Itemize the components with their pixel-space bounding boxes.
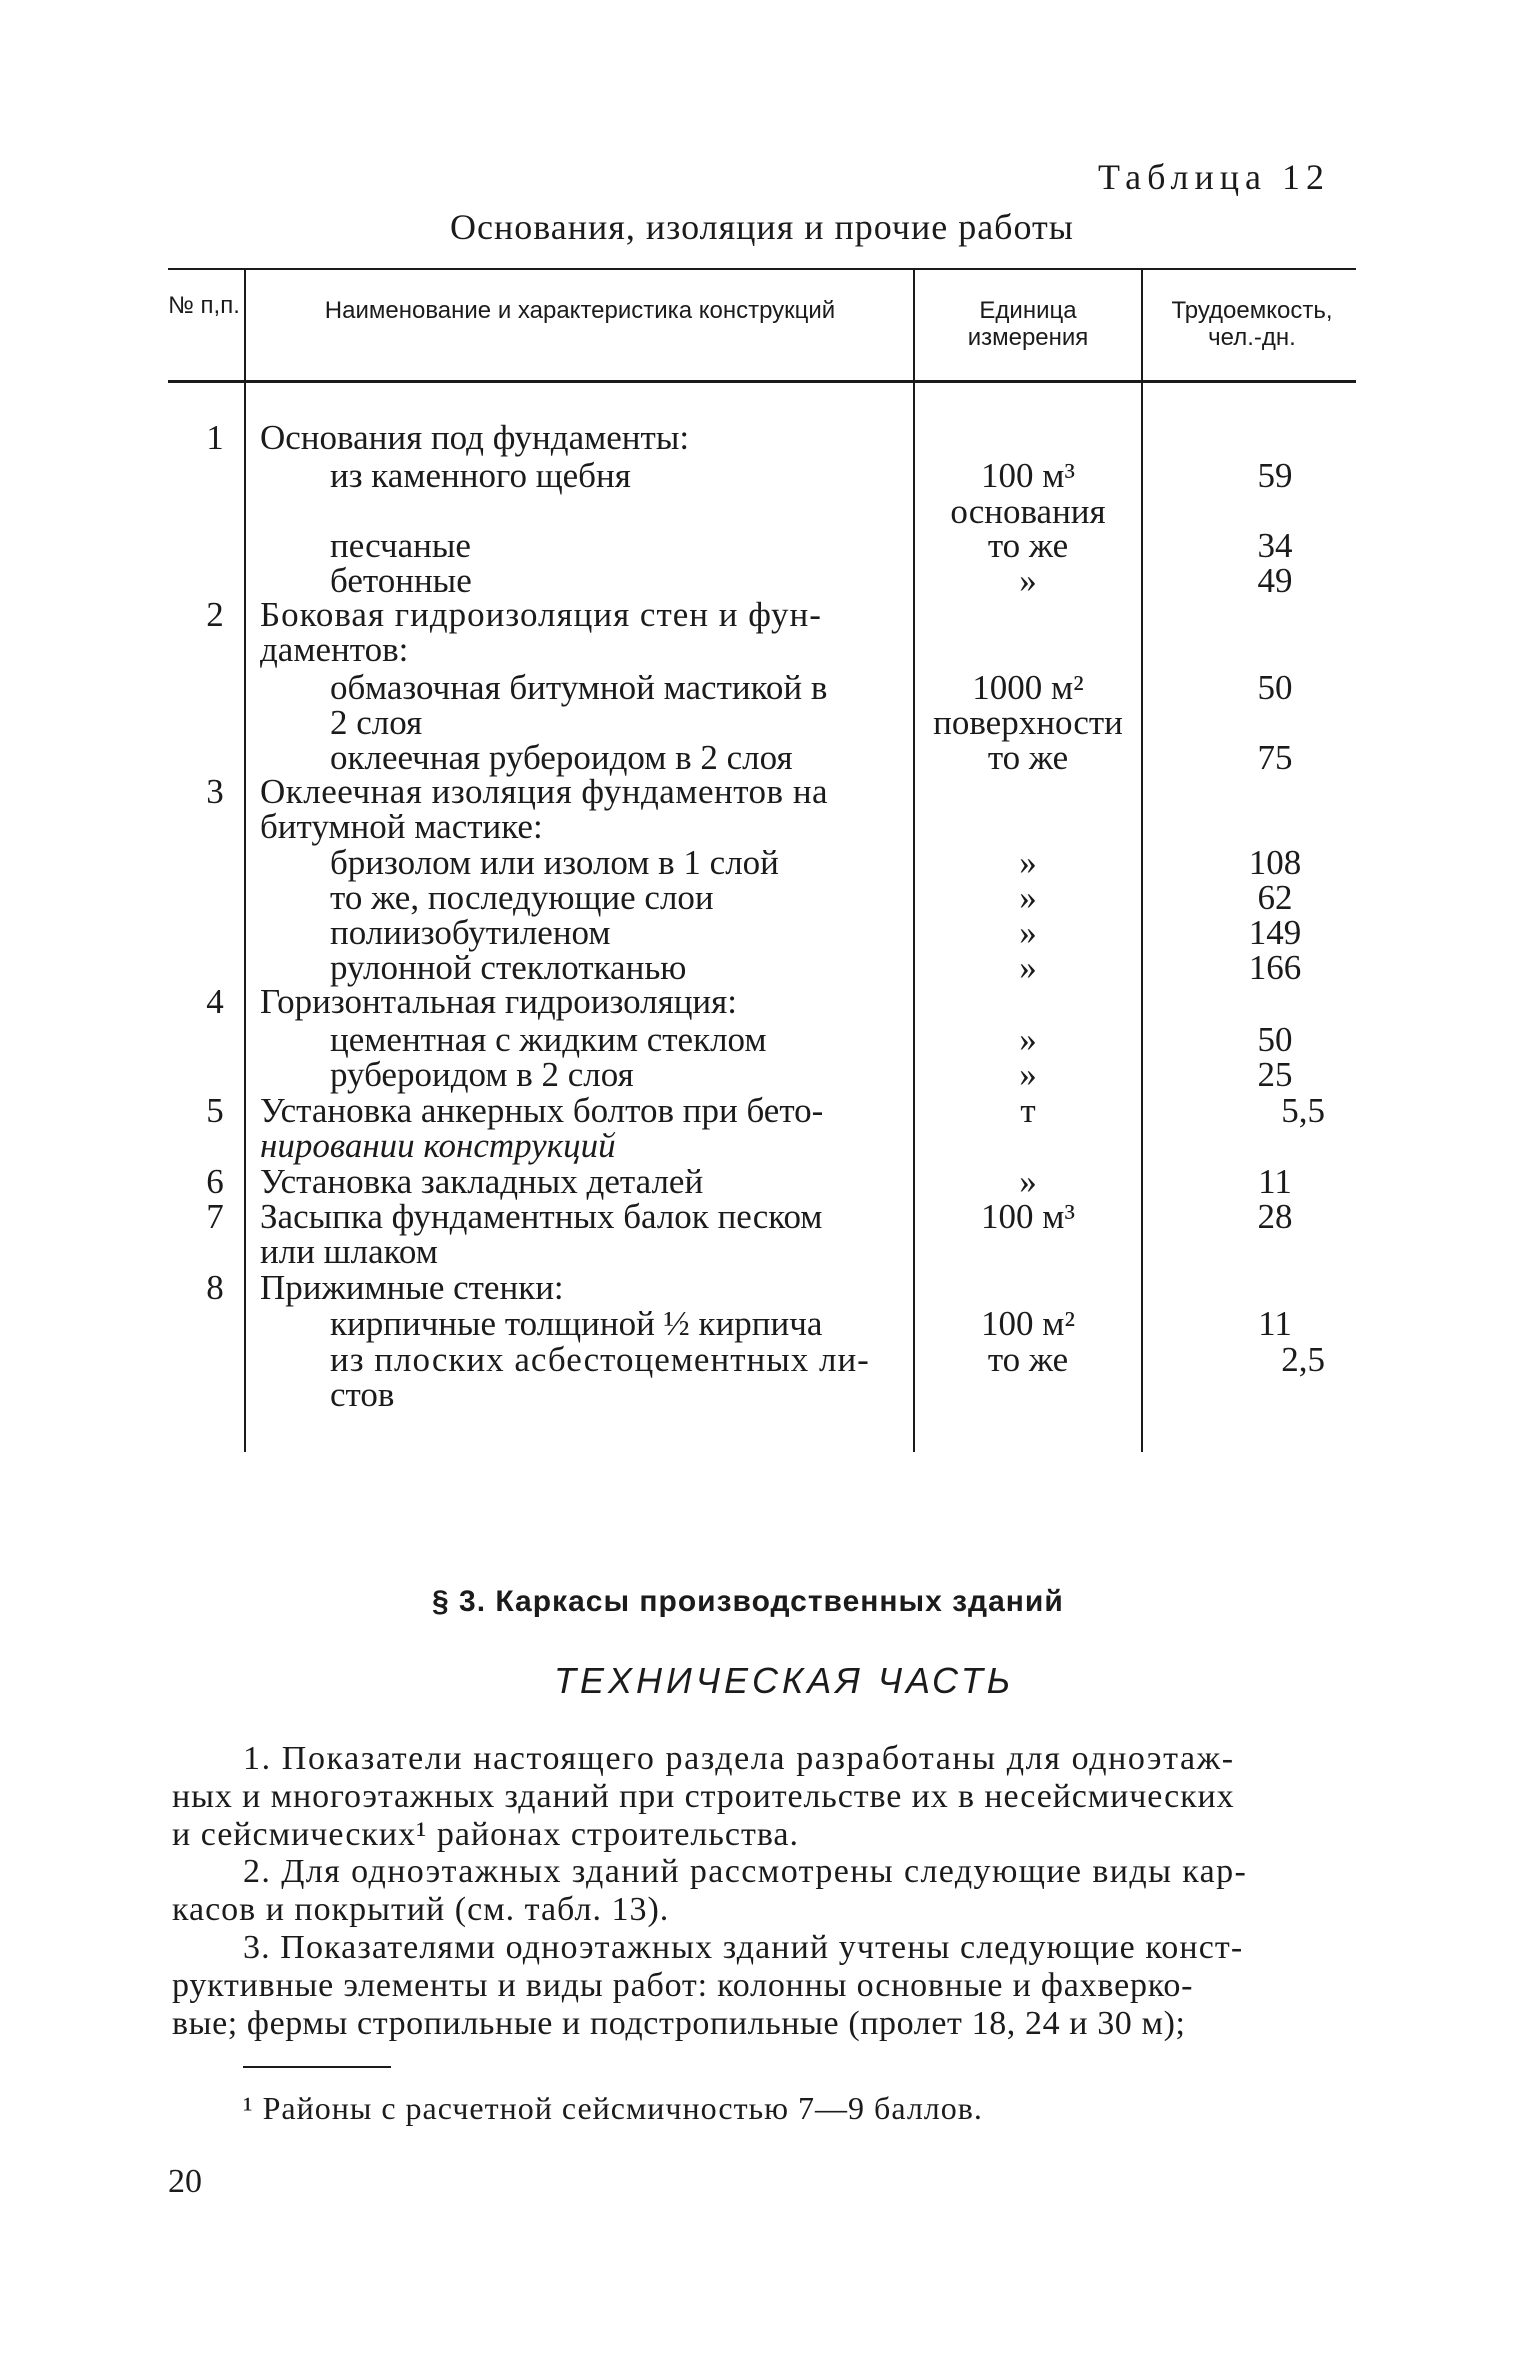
row-name: рулонной стеклотканью [330, 948, 687, 987]
paragraph-line: 3. Показателями одноэтажных зданий учтены следующие конст- [243, 1929, 1244, 1966]
table-title: Основания, изоляция и прочие работы [450, 207, 1074, 247]
row-unit: 100 м³ [981, 1197, 1075, 1236]
row-name: Засыпка фундаментных балок песком [260, 1197, 823, 1236]
row-labor: 11 [1258, 1304, 1292, 1343]
column-divider [244, 270, 246, 1452]
row-labor: 75 [1257, 738, 1293, 777]
row-unit: » [1019, 1020, 1037, 1059]
row-name: цементная с жидким стеклом [330, 1020, 767, 1059]
row-num: 6 [206, 1162, 224, 1201]
row-labor: 166 [1248, 948, 1302, 987]
page-number: 20 [168, 2163, 202, 2200]
row-labor: 50 [1257, 668, 1293, 707]
table-top-rule [168, 268, 1356, 270]
row-unit: » [1019, 913, 1037, 952]
row-num: 4 [206, 982, 224, 1021]
header-num: № п,п. [168, 292, 240, 319]
row-unit: основания [950, 492, 1106, 531]
row-unit: » [1019, 843, 1037, 882]
row-name: кирпичные толщиной ½ кирпича [330, 1304, 823, 1343]
paragraph-line: 2. Для одноэтажных зданий рассмотрены следующие виды кар- [243, 1853, 1248, 1890]
row-name: Боковая гидроизоляция стен и фун- [260, 595, 822, 634]
row-unit: 1000 м² [972, 668, 1084, 707]
section-heading: § 3. Каркасы производственных зданий [432, 1585, 1064, 1618]
row-unit: 100 м³ [981, 456, 1075, 495]
row-name: обмазочная битумной мастикой в [330, 668, 828, 707]
row-name: бризолом или изолом в 1 слой [330, 843, 779, 882]
row-labor: 28 [1257, 1197, 1293, 1236]
row-num: 8 [206, 1268, 224, 1307]
row-labor: 25 [1257, 1055, 1293, 1094]
column-divider [913, 270, 915, 1452]
header-name: Наименование и характеристика конструкций [324, 297, 836, 324]
row-unit: то же [987, 526, 1069, 565]
table-label: Таблица 12 [1098, 157, 1330, 197]
row-labor: 11 [1258, 1162, 1292, 1201]
technical-part-heading: ТЕХНИЧЕСКАЯ ЧАСТЬ [554, 1660, 1015, 1701]
row-unit: поверхности [933, 703, 1123, 742]
paragraph-line: и сейсмических¹ районах строительства. [172, 1816, 800, 1853]
row-num: 2 [206, 595, 224, 634]
header-unit: Единица измерения [967, 297, 1089, 351]
paragraph-line: вые; фермы стропильные и подстропильные (пролет 18, 24 и 30 м); [172, 2005, 1186, 2042]
row-name: или шлаком [260, 1232, 438, 1271]
row-name: песчаные [330, 526, 471, 565]
row-labor: 2,5 [1281, 1340, 1325, 1379]
row-num: 7 [206, 1197, 224, 1236]
row-unit: 100 м² [981, 1304, 1075, 1343]
row-unit: т [1020, 1091, 1036, 1130]
paragraph-line: 1. Показатели настоящего раздела разработаны для одноэтаж- [243, 1740, 1235, 1777]
row-name: Основания под фундаменты: [260, 418, 690, 457]
row-num: 1 [206, 418, 224, 457]
row-name: Оклеечная изоляция фундаментов на [260, 772, 829, 811]
row-unit: » [1019, 561, 1037, 600]
row-name: бетонные [330, 561, 472, 600]
row-name: битумной мастике: [260, 807, 543, 846]
row-name: из каменного щебня [330, 456, 631, 495]
row-unit: то же [987, 1340, 1069, 1379]
row-name: Установка закладных деталей [260, 1162, 704, 1201]
row-unit: то же [987, 738, 1069, 777]
table-header-rule [168, 380, 1356, 383]
row-unit: » [1019, 1162, 1037, 1201]
paragraph-line: руктивные элементы и виды работ: колонны основные и фахверко- [172, 1967, 1194, 2004]
column-divider [1141, 270, 1143, 1452]
row-name: даментов: [260, 630, 409, 669]
footnote-divider [243, 2066, 391, 2068]
row-labor: 149 [1248, 913, 1302, 952]
row-name: полиизобутиленом [330, 913, 611, 952]
header-labor: Трудоемкость, чел.-дн. [1171, 297, 1333, 351]
row-name: Прижимные стенки: [260, 1268, 564, 1307]
row-labor: 62 [1257, 878, 1293, 917]
row-unit: » [1019, 878, 1037, 917]
row-labor: 108 [1248, 843, 1302, 882]
row-name: то же, последующие слои [330, 878, 714, 917]
row-name: нировании конструкций [260, 1126, 616, 1165]
row-num: 5 [206, 1091, 224, 1130]
row-name: 2 слоя [330, 703, 423, 742]
paragraph-line: касов и покрытий (см. табл. 13). [172, 1891, 670, 1928]
row-name: оклеечная рубероидом в 2 слоя [330, 738, 793, 777]
row-labor: 59 [1257, 456, 1293, 495]
row-name: стов [330, 1375, 395, 1414]
row-unit: » [1019, 1055, 1037, 1094]
row-num: 3 [206, 772, 224, 811]
row-name: Горизонтальная гидроизоляция: [260, 982, 737, 1021]
row-unit: » [1019, 948, 1037, 987]
row-labor: 5,5 [1281, 1091, 1325, 1130]
paragraph-line: ных и многоэтажных зданий при строительстве их в несейсмических [172, 1778, 1235, 1815]
row-labor: 49 [1257, 561, 1293, 600]
footnote: ¹ Районы с расчетной сейсмичностью 7—9 баллов. [243, 2090, 983, 2126]
row-name: из плоских асбестоцементных ли- [330, 1340, 870, 1379]
row-labor: 50 [1257, 1020, 1293, 1059]
row-name: рубероидом в 2 слоя [330, 1055, 634, 1094]
row-labor: 34 [1257, 526, 1293, 565]
row-name: Установка анкерных болтов при бето- [260, 1091, 824, 1130]
